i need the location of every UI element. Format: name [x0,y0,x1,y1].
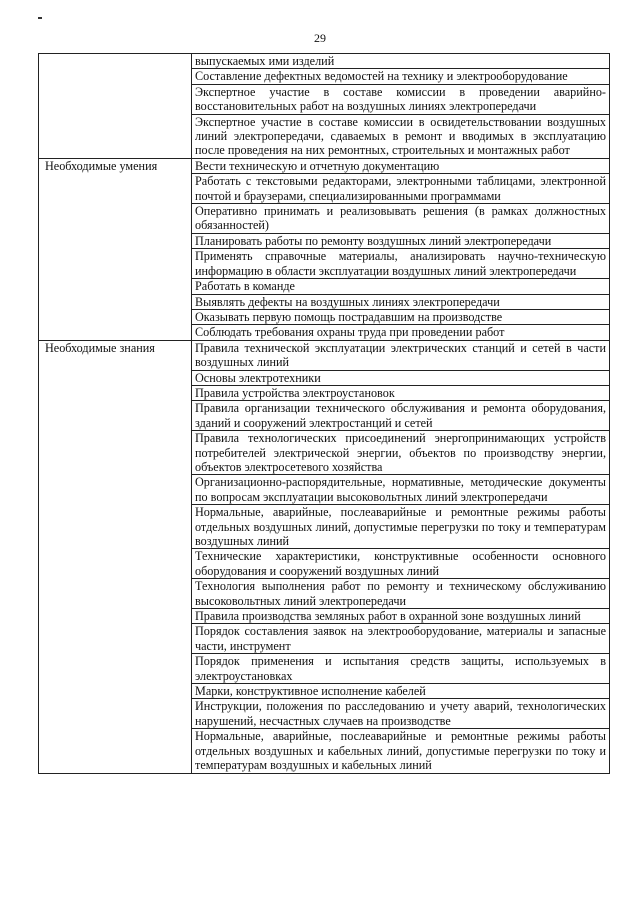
table-cell-item: Экспертное участие в составе комиссии в освидетельствовании воздушных линий электропередачи, сдаваемых в ремонт и вводимых в эксплуатацию после проведения на них ремонтных, строительных и монтажных работ [192,114,610,158]
competency-table-body [39,54,610,774]
table-cell-item: Правила устройства электроустановок [192,385,610,400]
table-cell-item: Работать в команде [192,279,610,294]
table-cell-item: Нормальные, аварийные, послеаварийные и ремонтные режимы работы отдельных воздушных и кабельных линий, допустимые перегрузки по току и температурам воздушных и кабельных линий [192,729,610,773]
table-cell-item: Порядок составления заявок на электрооборудование, материалы и запасные части, инструмент [192,624,610,654]
table-cell-item: Оказывать первую помощь пострадавшим на производстве [192,309,610,324]
table-cell-item: Порядок применения и испытания средств защиты, используемых в электроустановках [192,654,610,684]
table-cell-item: Технология выполнения работ по ремонту и техническому обслуживанию высоковольтных линий электропередачи [192,579,610,609]
table-cell-item: Соблюдать требования охраны труда при проведении работ [192,325,610,340]
table-cell-item: Технические характеристики, конструктивные особенности основного оборудования и сооружений воздушных линий [192,549,610,579]
table-row [39,54,610,69]
table-cell-item: Вести техническую и отчетную документацию [192,158,610,173]
table-cell-item: Марки, конструктивное исполнение кабелей [192,684,610,699]
table-cell-item: Нормальные, аварийные, послеаварийные и ремонтные режимы работы отдельных воздушных линий, допустимые перегрузки по току и температурам воздушных линий [192,505,610,549]
competency-table [38,53,610,774]
table-cell-item: Инструкции, положения по расследованию и учету аварий, технологических нарушений, несчастных случаев на производстве [192,699,610,729]
section-label: Необходимые знания [39,340,192,773]
table-cell-item: Составление дефектных ведомостей на технику и электрооборудование [192,69,610,84]
page-number: 29 [314,31,326,45]
table-cell-item: выпускаемых ими изделий [192,54,610,69]
table-cell-item: Работать с текстовыми редакторами, электронными таблицами, электронной почтой и браузерами, специализированными программами [192,174,610,204]
table-cell-item: Выявлять дефекты на воздушных линиях электропередачи [192,294,610,309]
table-cell-item: Правила технологических присоединений энергопринимающих устройств потребителей электрической энергии, объектов по производству энергии, объектов электросетевого хозяйства [192,431,610,475]
table-cell-item: Оперативно принимать и реализовывать решения (в рамках должностных обязанностей) [192,204,610,234]
table-cell-item: Основы электротехники [192,370,610,385]
table-row [39,340,610,370]
table-cell-item: Правила организации технического обслуживания и ремонта оборудования, зданий и сооружений электростанций и сетей [192,401,610,431]
table-row [39,158,610,173]
section-label [39,54,192,159]
table-cell-item: Правила технической эксплуатации электрических станций и сетей в части воздушных линий [192,340,610,370]
scan-mark [38,17,42,19]
table-cell-item: Планировать работы по ремонту воздушных линий электропередачи [192,233,610,248]
table-cell-item: Правила производства земляных работ в охранной зоне воздушных линий [192,609,610,624]
section-label: Необходимые умения [39,158,192,340]
table-cell-item: Организационно-распорядительные, нормативные, методические документы по вопросам эксплуатации высоковольтных линий электропередачи [192,475,610,505]
table-cell-item: Экспертное участие в составе комиссии в проведении аварийно-восстановительных работ на воздушных линиях электропередачи [192,84,610,114]
table-cell-item: Применять справочные материалы, анализировать научно-техническую информацию в области эксплуатации воздушных линий электропередачи [192,249,610,279]
